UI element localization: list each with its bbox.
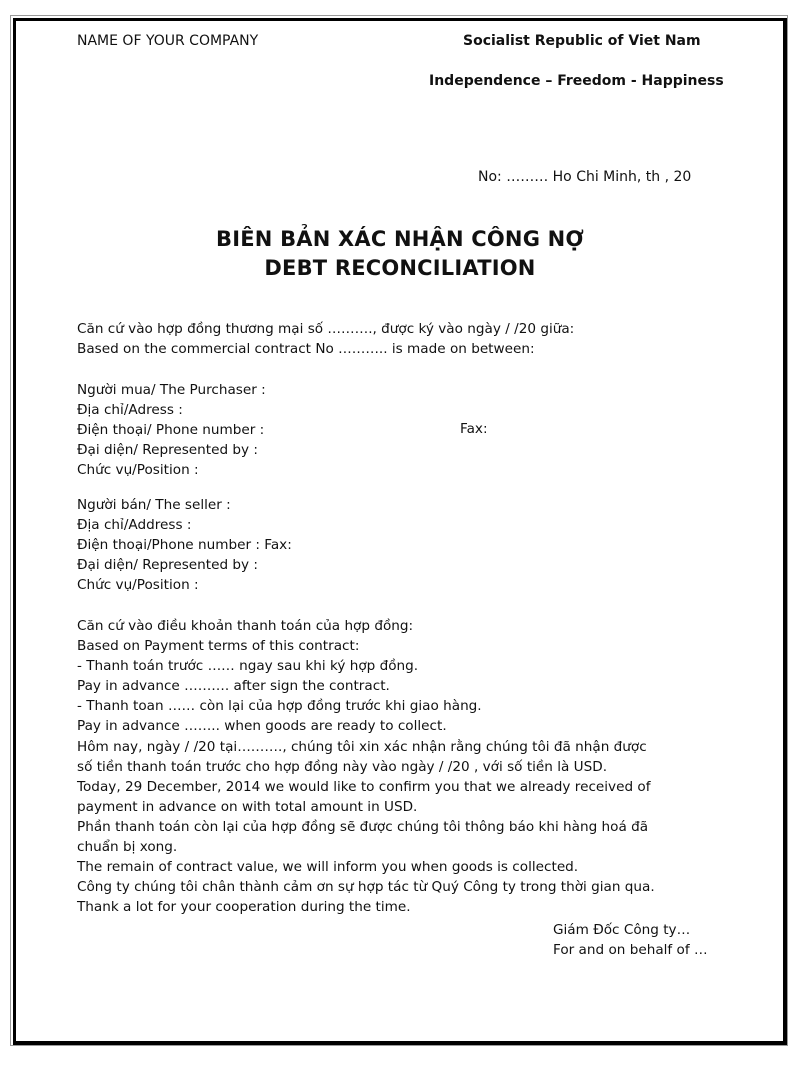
purchaser-position-label: Chức vụ/Position : — [77, 462, 199, 478]
intro-vietnamese: Căn cứ vào hợp đồng thương mại số ………., được ký vào ngày / /20 giữa: — [77, 321, 575, 337]
seller-position-label: Chức vụ/Position : — [77, 577, 199, 593]
title-vietnamese: BIÊN BẢN XÁC NHẬN CÔNG NỢ — [216, 227, 584, 251]
intro-english: Based on the commercial contract No ……….. is made on between: — [77, 341, 535, 357]
confirmation-line: Công ty chúng tôi chân thành cảm ơn sự hợp tác từ Quý Công ty trong thời gian qua. — [77, 879, 655, 895]
confirmation-line: Hôm nay, ngày / /20 tại………., chúng tôi xin xác nhận rằng chúng tôi đã nhận được — [77, 739, 647, 755]
company-name: NAME OF YOUR COMPANY — [77, 33, 259, 49]
confirmation-line: The remain of contract value, we will inform you when goods is collected. — [77, 859, 579, 875]
payment-terms-line: Căn cứ vào điều khoản thanh toán của hợp đồng: — [77, 618, 414, 634]
confirmation-line: Thank a lot for your cooperation during the time. — [77, 899, 411, 915]
seller-represented-label: Đại diện/ Represented by : — [77, 557, 259, 573]
payment-terms-line: - Thanh toan …… còn lại của hợp đồng trước khi giao hàng. — [77, 698, 482, 714]
national-motto: Independence – Freedom - Happiness — [429, 73, 724, 89]
confirmation-line: payment in advance on with total amount in USD. — [77, 799, 418, 815]
purchaser-address-label: Địa chỉ/Adress : — [77, 402, 183, 418]
document-number-date: No: ……… Ho Chi Minh, th , 20 — [478, 169, 692, 185]
purchaser-phone-label: Điện thoại/ Phone number : — [77, 422, 265, 438]
payment-terms-line: - Thanh toán trước …… ngay sau khi ký hợp đồng. — [77, 658, 419, 674]
seller-name-label: Người bán/ The seller : — [77, 497, 231, 513]
confirmation-line: số tiền thanh toán trước cho hợp đồng này vào ngày / /20 , với số tiền là USD. — [77, 759, 608, 775]
payment-terms-line: Based on Payment terms of this contract: — [77, 638, 360, 654]
confirmation-line: Phần thanh toán còn lại của hợp đồng sẽ được chúng tôi thông báo khi hàng hoá đã — [77, 819, 649, 835]
signature-title-vietnamese: Giám Đốc Công ty… — [553, 922, 691, 938]
seller-phone-fax-label: Điện thoại/Phone number : Fax: — [77, 537, 292, 553]
purchaser-represented-label: Đại diện/ Represented by : — [77, 442, 259, 458]
seller-address-label: Địa chỉ/Address : — [77, 517, 192, 533]
title-english: DEBT RECONCILIATION — [264, 256, 536, 280]
confirmation-line: chuẩn bị xong. — [77, 839, 178, 855]
country-name: Socialist Republic of Viet Nam — [463, 33, 701, 49]
payment-terms-line: Pay in advance ………. after sign the contract. — [77, 678, 390, 694]
payment-terms-line: Pay in advance …….. when goods are ready to collect. — [77, 718, 447, 734]
signature-title-english: For and on behalf of … — [553, 942, 708, 958]
purchaser-fax-label: Fax: — [460, 421, 488, 437]
confirmation-line: Today, 29 December, 2014 we would like to confirm you that we already received of — [77, 779, 651, 795]
purchaser-name-label: Người mua/ The Purchaser : — [77, 382, 266, 398]
